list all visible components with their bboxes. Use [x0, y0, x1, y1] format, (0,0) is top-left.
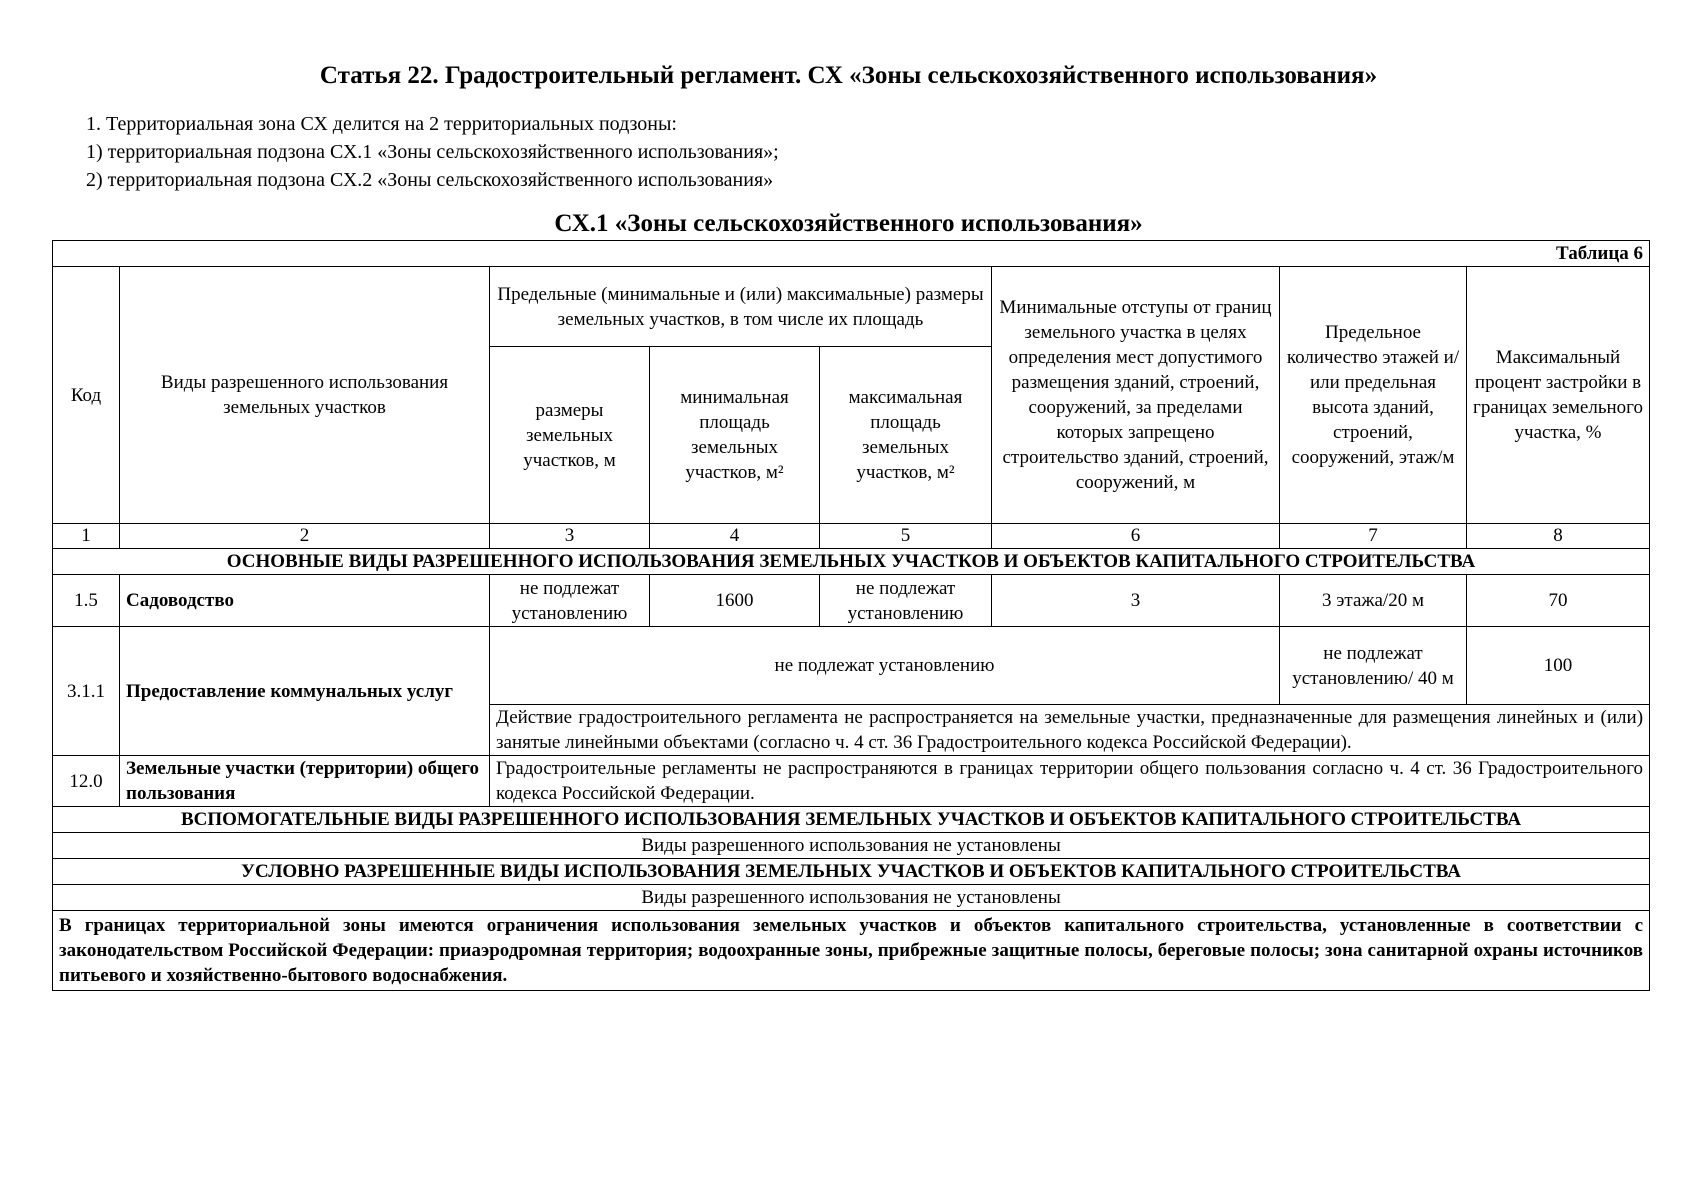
col-number: 8 [1467, 524, 1650, 549]
row-3-1-1-note: Действие градостроительного регламента не распространяется на земельные участки, предназначенные для размещения линейных и (или) занятые линейными объектами (согласно ч. 4 ст. 36 Градостроительного кодекса Российской Федерации). [490, 705, 1650, 756]
header-kinds: Виды разрешенного использования земельных участков [120, 267, 490, 524]
col-number: 3 [490, 524, 650, 549]
row-1-5-min-area: 1600 [650, 575, 820, 627]
row-12-0-note: Градостроительные регламенты не распространяются в границах территории общего пользования согласно ч. 4 ст. 36 Градостроительного кодекса Российской Федерации. [490, 756, 1650, 807]
row-1-5-code: 1.5 [53, 575, 120, 627]
col-number: 5 [820, 524, 992, 549]
header-sizes: размеры земельных участков, м [490, 347, 650, 524]
table-label: Таблица 6 [53, 241, 1650, 267]
header-min-area: минимальная площадь земельных участков, м² [650, 347, 820, 524]
intro-list [86, 110, 779, 194]
regulation-table [52, 240, 1650, 991]
section-conditional-heading: УСЛОВНО РАЗРЕШЕННЫЕ ВИДЫ ИСПОЛЬЗОВАНИЯ ЗЕМЕЛЬНЫХ УЧАСТКОВ И ОБЪЕКТОВ КАПИТАЛЬНОГО СТРОИТЕЛЬСТВА [53, 859, 1650, 885]
row-3-1-1-floors: не подлежат установлению/ 40 м [1280, 627, 1467, 705]
col-number: 2 [120, 524, 490, 549]
row-3-1-1-percent: 100 [1467, 627, 1650, 705]
header-setbacks: Минимальные отступы от границ земельного участка в целях определения мест допустимого размещения зданий, строений, сооружений, за пределами которых запрещено строительство зданий, строений, сооружений, м [992, 267, 1280, 524]
col-number: 4 [650, 524, 820, 549]
row-1-5-name: Садоводство [120, 575, 490, 627]
row-3-1-1-merged-value: не подлежат установлению [490, 627, 1280, 705]
conditional-value: Виды разрешенного использования не установлены [53, 885, 1650, 911]
header-code: Код [53, 267, 120, 524]
row-1-5-floors: 3 этажа/20 м [1280, 575, 1467, 627]
header-max-percent: Максимальный процент застройки в границах земельного участка, % [1467, 267, 1650, 524]
header-max-area: максимальная площадь земельных участков, м² [820, 347, 992, 524]
col-number: 6 [992, 524, 1280, 549]
row-1-5-setbacks: 3 [992, 575, 1280, 627]
section-main-heading: ОСНОВНЫЕ ВИДЫ РАЗРЕШЕННОГО ИСПОЛЬЗОВАНИЯ ЗЕМЕЛЬНЫХ УЧАСТКОВ И ОБЪЕКТОВ КАПИТАЛЬНОГО СТРОИТЕЛЬСТВА [53, 549, 1650, 575]
section-aux-heading: ВСПОМОГАТЕЛЬНЫЕ ВИДЫ РАЗРЕШЕННОГО ИСПОЛЬЗОВАНИЯ ЗЕМЕЛЬНЫХ УЧАСТКОВ И ОБЪЕКТОВ КАПИТАЛЬНОГО СТРОИТЕЛЬСТВА [53, 807, 1650, 833]
row-3-1-1-name: Предоставление коммунальных услуг [120, 627, 490, 756]
col-number: 7 [1280, 524, 1467, 549]
subzone-title: СХ.1 «Зоны сельскохозяйственного использования» [554, 210, 1143, 237]
row-1-5-max-area: не подлежат установлению [820, 575, 992, 627]
restrictions-footnote: В границах территориальной зоны имеются ограничения использования земельных участков и объектов капитального строительства, установленные в соответствии с законодательством Российской Федерации: приаэродромная территория; водоохранные зоны, прибрежные защитные полосы, береговые полосы; зона санитарной охраны источников питьевого и хозяйственно-бытового водоснабжения. [53, 911, 1650, 991]
row-3-1-1-code: 3.1.1 [53, 627, 120, 756]
row-1-5-sizes: не подлежат установлению [490, 575, 650, 627]
page-title: Статья 22. Градостроительный регламент. СХ «Зоны сельскохозяйственного использования» [319, 62, 1378, 89]
row-12-0-name: Земельные участки (территории) общего пользования [120, 756, 490, 807]
header-floors: Предельное количество этажей и/или предельная высота зданий, строений, сооружений, этаж/м [1280, 267, 1467, 524]
col-number: 1 [53, 524, 120, 549]
intro-line: 1. Территориальная зона СХ делится на 2 территориальных подзоны: [86, 113, 677, 135]
row-12-0-code: 12.0 [53, 756, 120, 807]
row-1-5-percent: 70 [1467, 575, 1650, 627]
aux-value: Виды разрешенного использования не установлены [53, 833, 1650, 859]
intro-line: 1) территориальная подзона СХ.1 «Зоны сельскохозяйственного использования»; [86, 141, 779, 163]
header-limits-group: Предельные (минимальные и (или) максимальные) размеры земельных участков, в том числе их площадь [490, 267, 992, 347]
intro-line: 2) территориальная подзона СХ.2 «Зоны сельскохозяйственного использования» [86, 169, 774, 191]
